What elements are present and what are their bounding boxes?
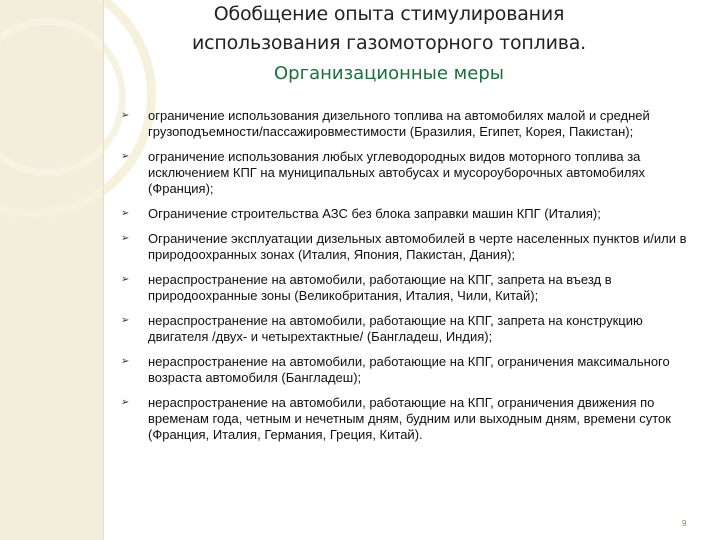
arrowhead-bullet-icon: ➢ [121, 208, 130, 219]
list-item-text: Ограничение эксплуатации дизельных автомобилей в черте населенных пунктов и/или в природоохранных зонах (Италия, Япония, Пакистан, Дания); [148, 231, 687, 262]
list-item-text: нераспространение на автомобили, работающие на КПГ, запрета на въезд в природоохранные зоны (Великобритания, Италия, Чили, Китай); [148, 272, 612, 303]
arrowhead-bullet-icon: ➢ [121, 397, 130, 408]
decorative-side-panel [0, 0, 104, 540]
arrowhead-bullet-icon: ➢ [121, 151, 130, 162]
slide-title [150, 0, 628, 89]
list-item-text: нераспространение на автомобили, работающие на КПГ, ограничения максимального возраста автомобиля (Бангладеш); [148, 354, 670, 385]
list-item-text: Ограничение строительства АЗС без блока заправки машин КПГ (Италия); [148, 206, 601, 221]
list-item-text: нераспространение на автомобили, работающие на КПГ, ограничения движения по временам года, четным и нечетным дням, будним или выходным дням, времени суток (Франция, Италия, Германия, Греция, Китай). [148, 395, 671, 442]
list-item [121, 231, 701, 263]
arrowhead-bullet-icon: ➢ [121, 274, 130, 285]
measures-list [121, 108, 701, 452]
arrowhead-bullet-icon: ➢ [121, 233, 130, 244]
slide-subtitle: Организационные меры [274, 63, 504, 84]
list-item-text: нераспространение на автомобили, работающие на КПГ, запрета на конструкцию двигателя /двух- и четырехтактные/ (Бангладеш, Индия); [148, 313, 643, 344]
list-item [121, 206, 701, 222]
arrowhead-bullet-icon: ➢ [121, 356, 130, 367]
list-item-text: ограничение использования любых углеводородных видов моторного топлива за исключением КПГ на муниципальных автобусах и мусороуборочных автомобилях (Франция); [148, 149, 645, 196]
arrowhead-bullet-icon: ➢ [121, 110, 130, 121]
arrowhead-bullet-icon: ➢ [121, 315, 130, 326]
list-item [121, 395, 701, 443]
list-item [121, 313, 701, 345]
title-line-1: Обобщение опыта стимулирования [213, 3, 565, 25]
list-item [121, 108, 701, 140]
page-number: 9 [682, 519, 687, 528]
list-item [121, 149, 701, 197]
title-line-2: использования газомоторного топлива. [191, 32, 587, 54]
list-item-text: ограничение использования дизельного топлива на автомобилях малой и средней грузоподъемности/пассажировместимости (Бразилия, Египет, Корея, Пакистан); [148, 108, 650, 139]
list-item [121, 354, 701, 386]
list-item [121, 272, 701, 304]
